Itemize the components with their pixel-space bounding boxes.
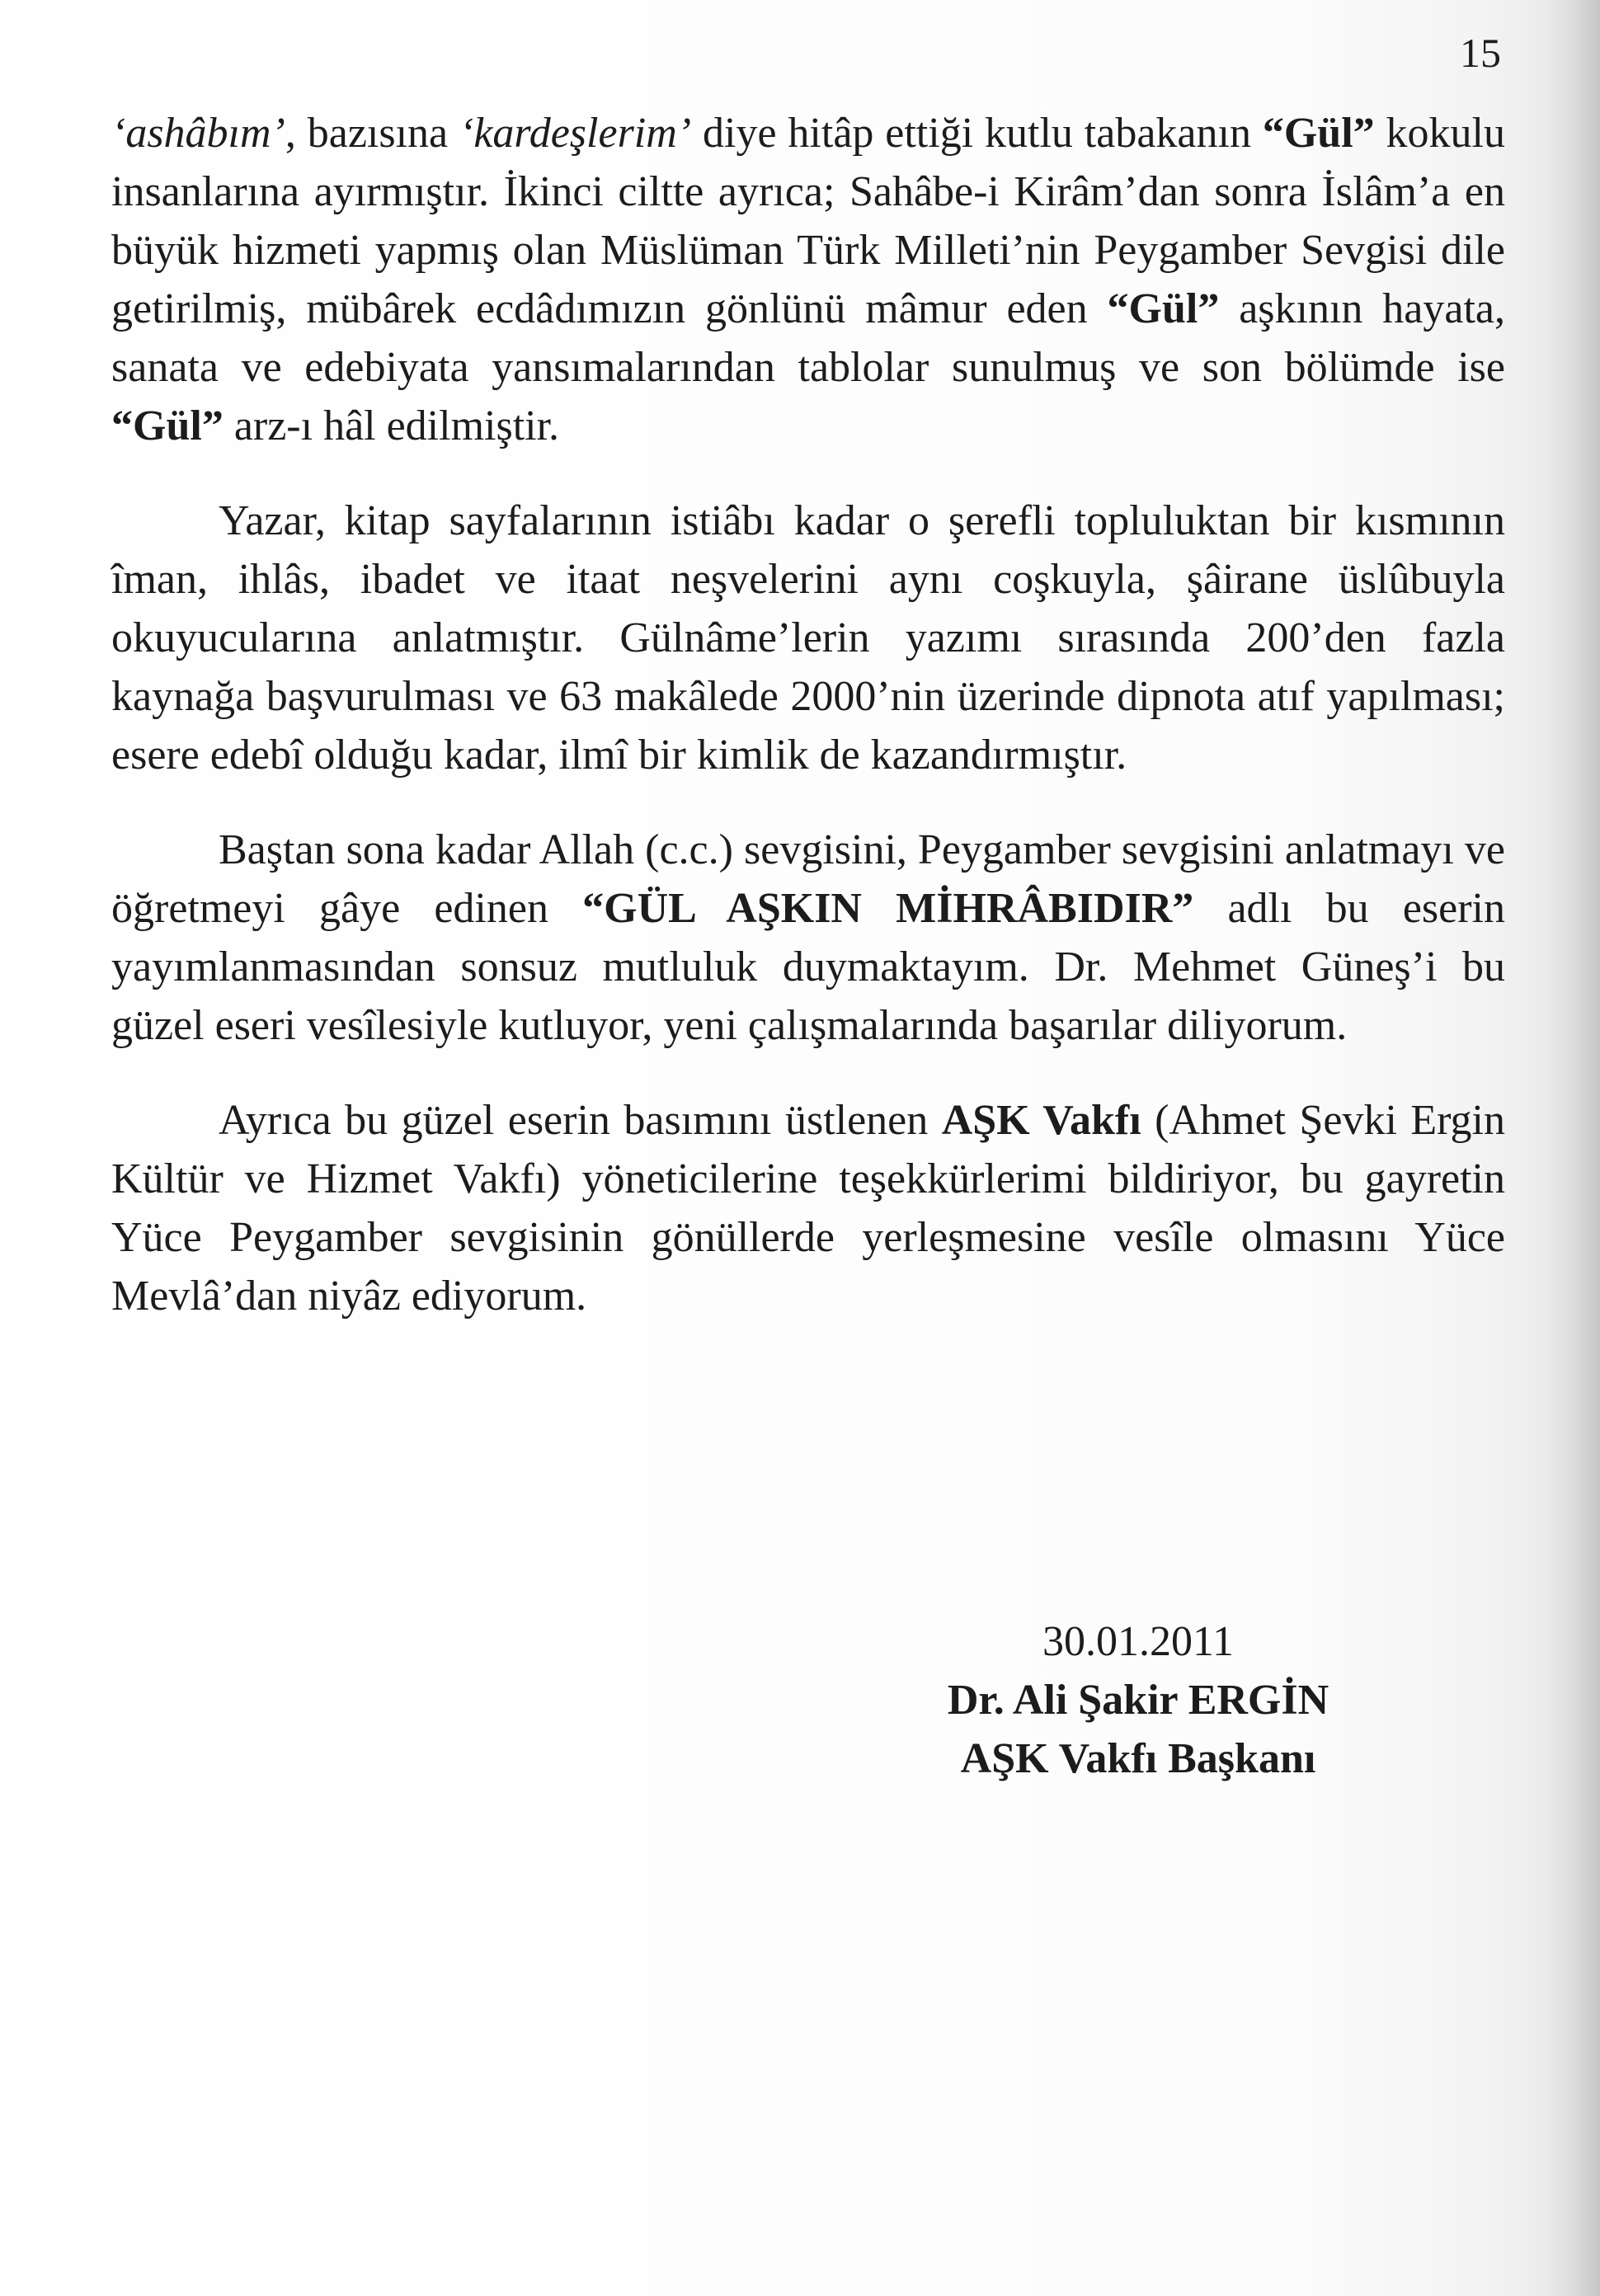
italic-text-run: ‘kardeşlerim’ [459, 110, 692, 157]
bold-text-run: “GÜL AŞKIN MİHRÂBIDIR” [582, 885, 1194, 932]
body-text [111, 104, 1505, 1325]
page-number: 15 [1460, 30, 1501, 76]
text-run: arz-ı hâl edilmiştir. [223, 402, 560, 449]
italic-text-run: ‘ashâbım’ [111, 110, 285, 157]
text-run: Ayrıca bu güzel eserin basımını üstlenen [219, 1097, 942, 1144]
signature-block [825, 1612, 1452, 1788]
text-run: (Ahmet Şevki Ergin Kültür ve Hizmet Vakfı) yöneticilerine teşekkürlerimi bildiriyor, bu gayretin Yüce Peygamber sevgisinin gönüllerde yerleşmesine vesîle olmasını Yüce Mevlâ’dan niyâz ediyorum. [111, 1097, 1505, 1320]
text-run: adlı bu eserin yayımlanmasından sonsuz mutluluk duymaktayım. Dr. Mehmet Güneş’i bu güzel eseri vesîlesiyle kutluyor, yeni çalışmalarında başarılar diliyorum. [111, 885, 1505, 1049]
paragraph-1 [111, 104, 1505, 455]
paragraph-4 [111, 1091, 1505, 1325]
signature-name: Dr. Ali Şakir ERGİN [947, 1677, 1329, 1724]
text-run: aşkının hayata, sanata ve edebiyata yansımalarından tablolar sunulmuş ve son bölümde ise [111, 285, 1505, 391]
text-run: kokulu insanlarına ayırmıştır. İkinci ciltte ayrıca; Sahâbe-i Kirâm’dan sonra İslâm’a en büyük hizmeti yapmış olan Müslüman Türk Milleti’nin Peygamber Sevgisi dile getirilmiş, mübârek ecdâdımızın gönlünü mâmur eden [111, 110, 1505, 332]
text-run: , bazısına [285, 110, 460, 157]
bold-text-run: “Gül” [1262, 110, 1375, 157]
text-run: Baştan sona kadar Allah (c.c.) sevgisini, Peygamber sevgisini anlatmayı ve öğretmeyi gâye edinen [111, 826, 1505, 932]
paragraph-2 [111, 492, 1505, 784]
text-run: diye hitâp ettiği kutlu tabakanın [691, 110, 1263, 157]
text-run: Yazar, kitap sayfalarının istiâbı kadar o şerefli topluluktan bir kısmının îman, ihlâs, ibadet ve itaat neşvelerini aynı coşkuyla, şâirane üslûbuyla okuyucularına anlatmıştır. Gülnâme’lerin yazımı sırasında 200’den fazla kaynağa başvurulması ve 63 makâlede 2000’nin üzerinde dipnota atıf yapılması; esere edebî olduğu kadar, ilmî bir kimlik de kazandırmıştır. [111, 497, 1505, 779]
signature-title: AŞK Vakfı Başkanı [960, 1735, 1316, 1782]
signature-date: 30.01.2011 [1042, 1618, 1235, 1665]
bold-text-run: “Gül” [111, 402, 224, 449]
paragraph-3 [111, 821, 1505, 1055]
page-edge-shadow [1542, 0, 1600, 2296]
bold-text-run: AŞK Vakfı [941, 1097, 1141, 1144]
bold-text-run: “Gül” [1107, 285, 1220, 332]
